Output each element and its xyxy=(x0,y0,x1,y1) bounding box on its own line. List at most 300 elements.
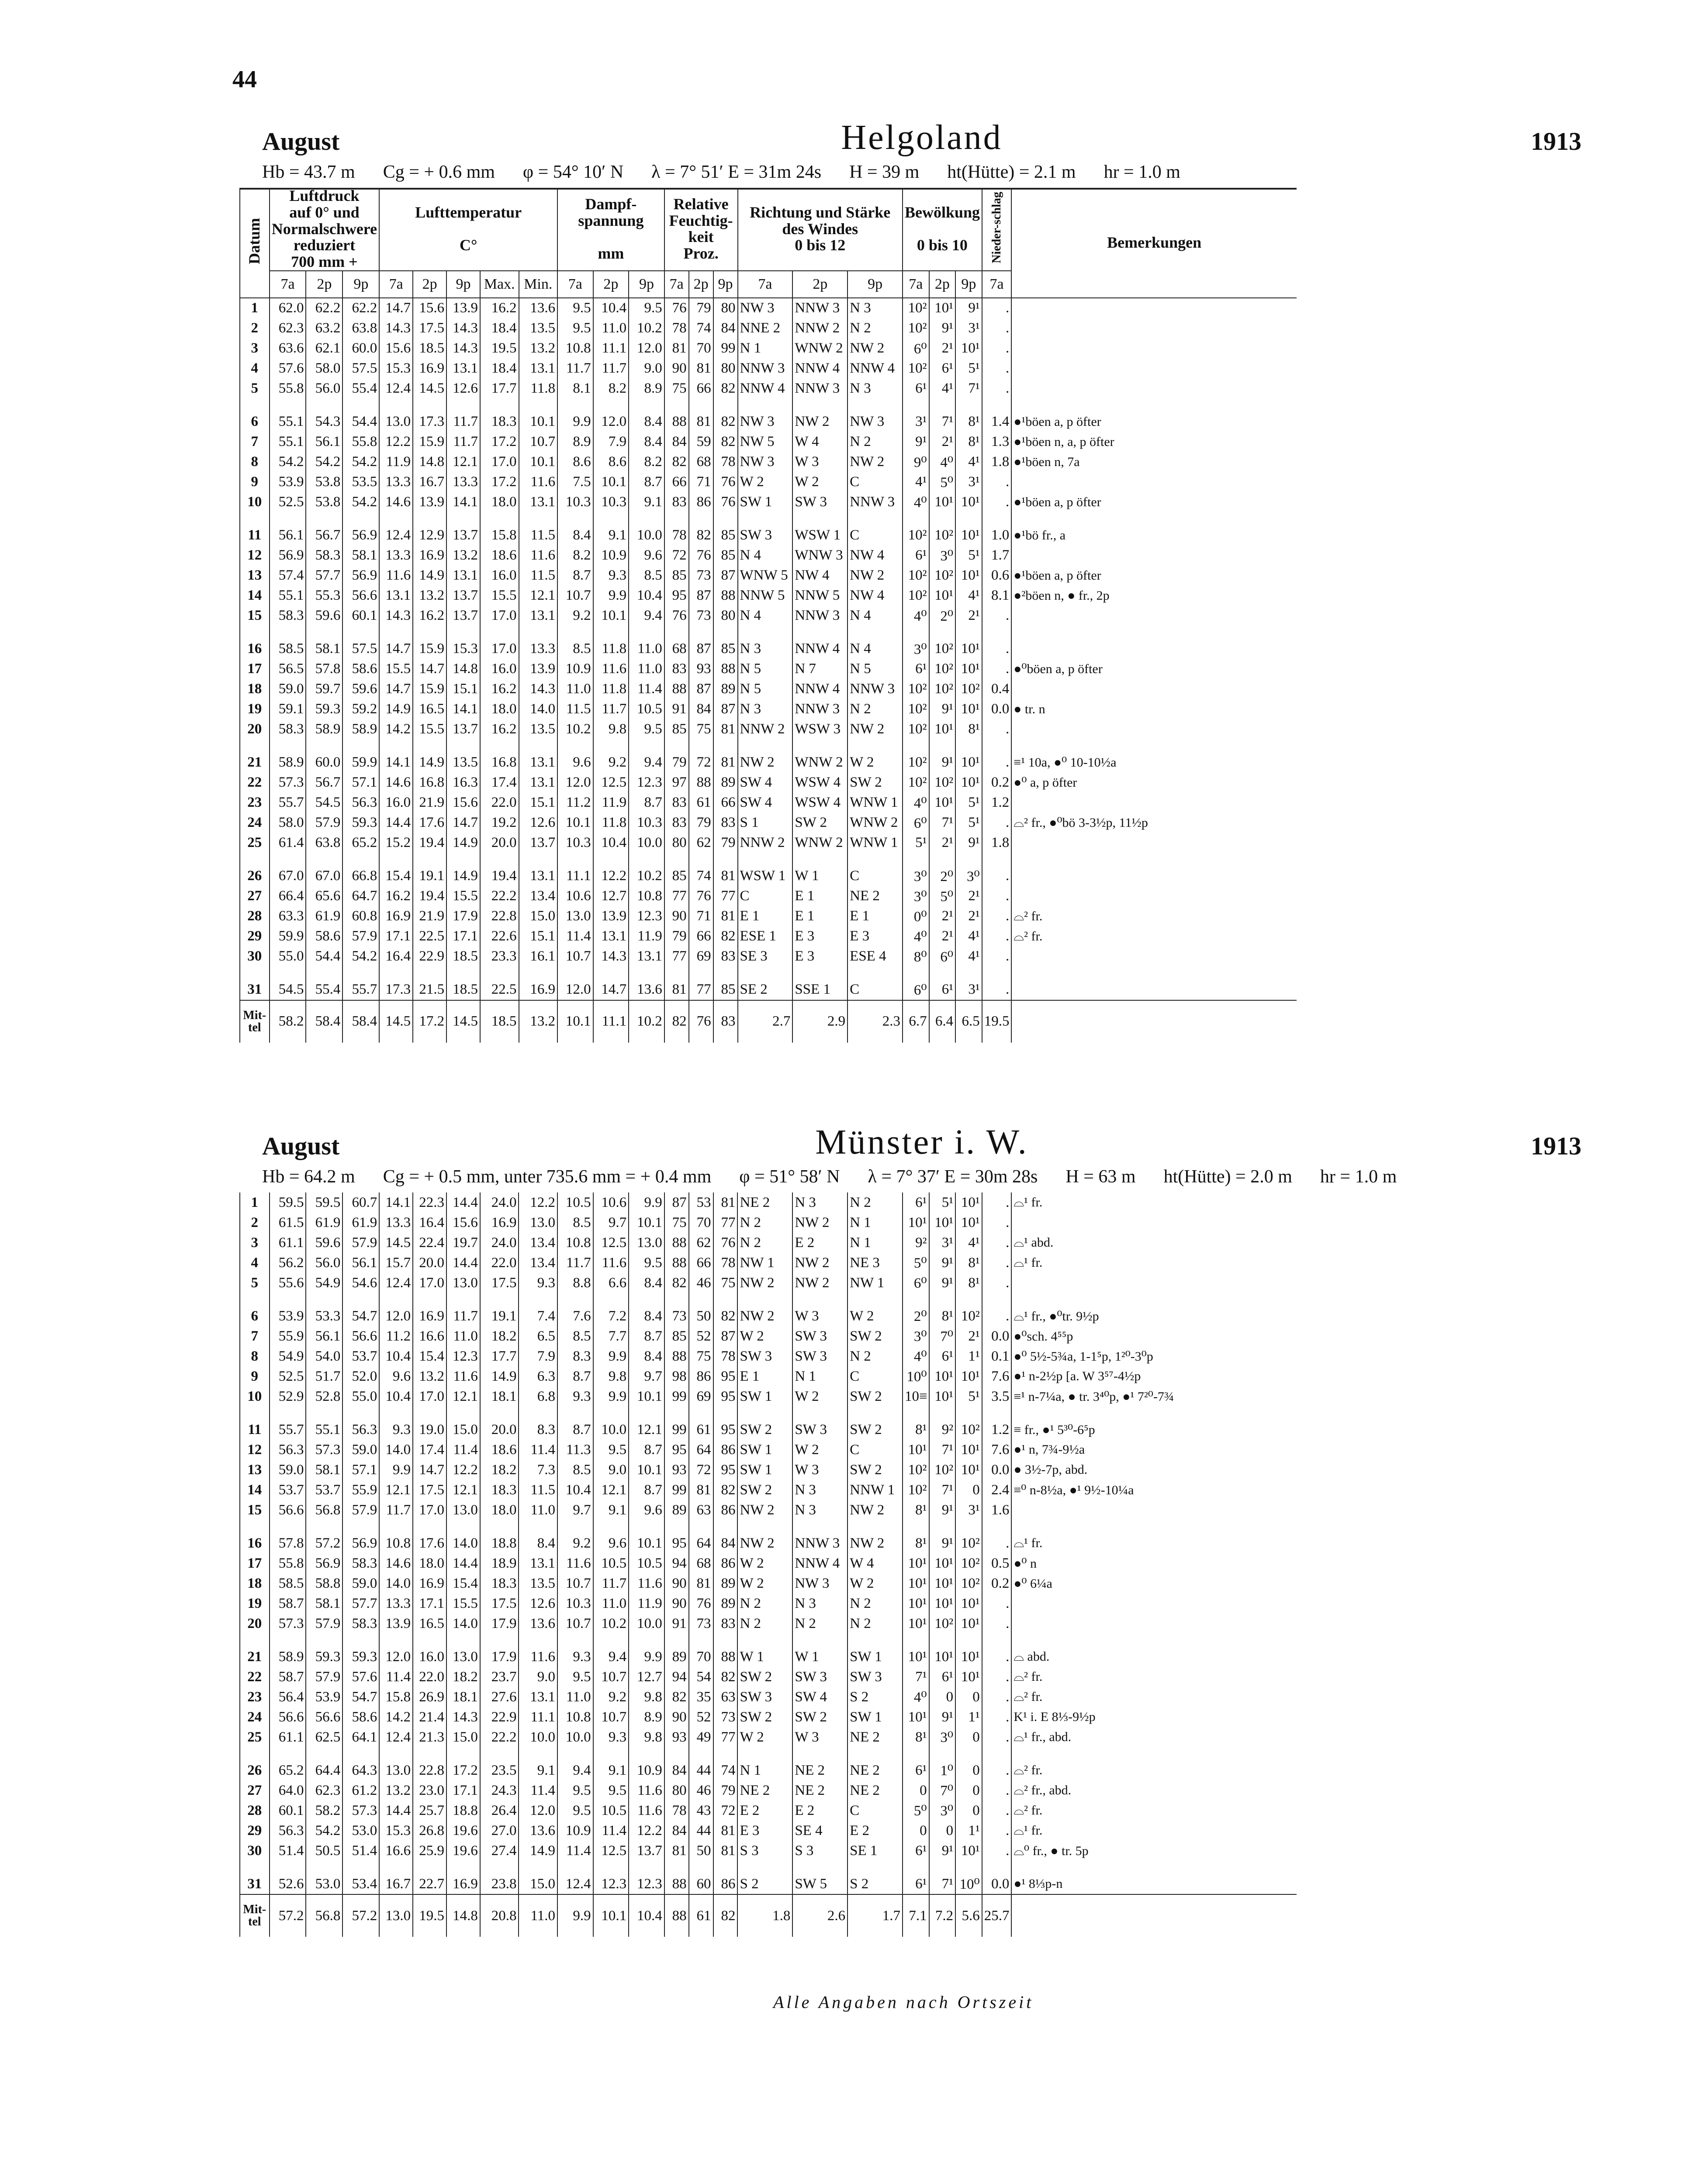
vapour-cell: 10.0 xyxy=(629,525,664,546)
cloud-cell: 9² xyxy=(929,1420,956,1440)
day-cell: 31 xyxy=(240,980,270,1000)
remark-cell: ⌓² fr., ●⁰bö 3-3½p, 11½p xyxy=(1011,813,1297,833)
temperature-cell: 13.2 xyxy=(379,1780,413,1800)
gap-cell xyxy=(306,1747,342,1760)
vapour-cell: 9.5 xyxy=(557,318,593,339)
humidity-cell: 63 xyxy=(689,1500,713,1520)
temperature-cell: 17.9 xyxy=(480,1614,519,1634)
humidity-cell: 62 xyxy=(689,833,713,853)
temperature-cell: 17.7 xyxy=(480,1346,519,1366)
precip-cell: . xyxy=(982,1253,1012,1273)
gap-cell xyxy=(929,740,956,753)
vapour-cell: 8.4 xyxy=(629,432,664,452)
vapour-cell: 11.0 xyxy=(557,1687,593,1707)
gap-cell xyxy=(738,853,793,866)
station-constant: λ = 7° 51′ E = 31m 24s xyxy=(651,162,822,182)
humidity-cell: 43 xyxy=(689,1800,713,1821)
header-sub: 7a xyxy=(903,271,929,298)
cloud-cell: 10² xyxy=(929,679,956,699)
gap-cell xyxy=(306,512,342,525)
vapour-cell: 9.6 xyxy=(629,1500,664,1520)
vapour-cell: 10.7 xyxy=(557,1614,593,1634)
humidity-cell: 79 xyxy=(664,926,689,947)
temperature-cell: 16.1 xyxy=(519,947,558,967)
humidity-cell: 73 xyxy=(713,1707,738,1727)
temperature-cell: 16.2 xyxy=(480,719,519,740)
temperature-cell: 13.0 xyxy=(446,1500,480,1520)
gap-cell xyxy=(664,1293,689,1306)
temperature-cell: 14.0 xyxy=(519,699,558,719)
cloud-cell: 3⁰ xyxy=(903,639,929,659)
wind-cell: NNW 5 xyxy=(792,586,848,606)
table-row xyxy=(240,886,1297,906)
vapour-cell: 10.9 xyxy=(557,659,593,679)
pressure-cell: 55.3 xyxy=(306,586,342,606)
temperature-cell: 8.3 xyxy=(519,1420,557,1440)
humidity-cell: 82 xyxy=(713,1480,738,1500)
cloud-cell: 10¹ xyxy=(903,1647,929,1667)
temperature-cell: 14.9 xyxy=(413,566,446,586)
vapour-cell: 12.3 xyxy=(629,773,664,793)
day-cell: 7 xyxy=(240,432,270,452)
pressure-cell: 64.7 xyxy=(342,886,379,906)
day-cell: 3 xyxy=(240,1233,270,1253)
gap-cell xyxy=(306,853,342,866)
cloud-cell: 5¹ xyxy=(955,813,982,833)
gap-cell xyxy=(379,1861,413,1874)
cloud-cell: 10² xyxy=(929,566,956,586)
remark-cell: ●¹ n, 7¾-9½a xyxy=(1011,1440,1297,1460)
cloud-cell: 5¹ xyxy=(955,546,982,566)
gap-cell xyxy=(379,1406,413,1420)
temperature-cell: 19.4 xyxy=(480,866,519,886)
humidity-cell: 46 xyxy=(689,1273,713,1293)
cloud-cell: 6¹ xyxy=(903,1760,929,1780)
remark-cell xyxy=(1011,1000,1297,1043)
gap-cell xyxy=(240,1747,270,1760)
temperature-cell: 11.4 xyxy=(519,1780,557,1800)
temperature-cell: 11.4 xyxy=(519,1440,557,1460)
cloud-cell: 2¹ xyxy=(929,926,956,947)
day-cell: 28 xyxy=(240,1800,270,1821)
temperature-cell: 13.9 xyxy=(379,1614,413,1634)
humidity-cell: 64 xyxy=(689,1440,713,1460)
humidity-cell: 83 xyxy=(713,813,738,833)
vapour-cell: 11.1 xyxy=(557,866,593,886)
pressure-cell: 56.7 xyxy=(306,773,342,793)
humidity-cell: 83 xyxy=(664,659,689,679)
header-bewoelkung: Bewölkung 0 bis 10 xyxy=(903,188,982,271)
humidity-cell: 74 xyxy=(689,318,713,339)
wind-cell: NW 2 xyxy=(737,1533,792,1553)
vapour-cell: 11.8 xyxy=(593,679,629,699)
temperature-cell: 17.0 xyxy=(480,452,519,472)
cloud-cell: 10¹ xyxy=(955,1841,982,1861)
precip-cell: . xyxy=(982,359,1012,379)
remark-cell xyxy=(1011,606,1297,626)
gap-cell xyxy=(848,1634,903,1647)
pressure-cell: 55.8 xyxy=(270,379,306,399)
cloud-cell: 10² xyxy=(903,699,929,719)
pressure-cell: 54.9 xyxy=(306,1273,342,1293)
humidity-cell: 77 xyxy=(713,1727,738,1747)
temperature-cell: 17.2 xyxy=(480,472,519,492)
wind-cell: NW 2 xyxy=(792,412,848,432)
pressure-cell: 56.8 xyxy=(306,1894,342,1937)
wind-cell: WSW 1 xyxy=(738,866,793,886)
humidity-cell: 72 xyxy=(664,546,689,566)
table-row xyxy=(240,359,1297,379)
header-sub: 7a xyxy=(738,271,793,298)
humidity-cell: 84 xyxy=(689,699,713,719)
gap-cell xyxy=(955,1293,982,1306)
temperature-cell: 14.1 xyxy=(446,492,480,512)
station-constant: ht(Hütte) = 2.1 m xyxy=(947,162,1076,182)
humidity-cell: 77 xyxy=(713,1213,738,1233)
temperature-cell: 12.0 xyxy=(379,1647,413,1667)
gap-cell xyxy=(792,967,848,980)
humidity-cell: 83 xyxy=(713,1000,738,1043)
cloud-cell: 5⁰ xyxy=(929,472,956,492)
table-row xyxy=(240,659,1297,679)
wind-cell: WNW 1 xyxy=(848,833,903,853)
gap-cell xyxy=(929,1861,956,1874)
table-row xyxy=(240,546,1297,566)
cloud-cell: 10¹ xyxy=(903,1440,929,1460)
humidity-cell: 78 xyxy=(713,1253,738,1273)
remark-cell xyxy=(1011,298,1297,318)
table-row xyxy=(240,1306,1297,1326)
humidity-cell: 81 xyxy=(689,359,713,379)
temperature-cell: 20.0 xyxy=(413,1253,446,1273)
remark-cell: ⌓² fr., abd. xyxy=(1011,1780,1297,1800)
cloud-cell: 10² xyxy=(955,1553,982,1573)
temperature-cell: 18.0 xyxy=(480,699,519,719)
wind-cell: N 2 xyxy=(737,1593,792,1614)
station-name: Helgoland xyxy=(841,118,1003,157)
cloud-cell: 9¹ xyxy=(929,318,956,339)
wind-cell: SW 2 xyxy=(848,1420,903,1440)
temperature-cell: 7.3 xyxy=(519,1460,557,1480)
pressure-cell: 51.4 xyxy=(270,1841,306,1861)
humidity-cell: 86 xyxy=(713,1500,738,1520)
day-cell: 28 xyxy=(240,906,270,926)
cloud-cell: 10¹ xyxy=(955,1366,982,1386)
gap-cell xyxy=(982,853,1012,866)
pressure-cell: 56.3 xyxy=(342,793,379,813)
humidity-cell: 76 xyxy=(713,472,738,492)
temperature-cell: 13.5 xyxy=(519,1573,557,1593)
temperature-cell: 16.0 xyxy=(379,793,413,813)
pressure-cell: 59.2 xyxy=(342,699,379,719)
remark-cell: ●⁰ n xyxy=(1011,1553,1297,1573)
gap-cell xyxy=(792,853,848,866)
vapour-cell: 10.7 xyxy=(593,1707,629,1727)
cloud-cell: 5⁰ xyxy=(903,1253,929,1273)
cloud-cell: 6¹ xyxy=(903,1192,929,1213)
remark-cell: ⌓¹ fr., abd. xyxy=(1011,1727,1297,1747)
pressure-cell: 56.1 xyxy=(306,432,342,452)
humidity-cell: 94 xyxy=(664,1553,689,1573)
pressure-cell: 57.6 xyxy=(270,359,306,379)
cloud-cell: 0 xyxy=(955,1800,982,1821)
gap-cell xyxy=(848,1747,903,1760)
vapour-cell: 11.7 xyxy=(593,1573,629,1593)
temperature-cell: 17.2 xyxy=(446,1760,480,1780)
vapour-cell: 10.3 xyxy=(557,492,593,512)
vapour-cell: 10.1 xyxy=(557,813,593,833)
remark-cell: ●⁰ 5½-5¾a, 1-1⁵p, 1²⁰-3⁰p xyxy=(1011,1346,1297,1366)
humidity-cell: 81 xyxy=(713,1841,738,1861)
cloud-cell: 10¹ xyxy=(929,1366,956,1386)
temperature-cell: 18.5 xyxy=(446,947,480,967)
cloud-cell: 7⁰ xyxy=(929,1780,956,1800)
cloud-cell: 3⁰ xyxy=(903,886,929,906)
gap-cell xyxy=(270,967,306,980)
day-cell: 23 xyxy=(240,1687,270,1707)
cloud-cell: 2¹ xyxy=(929,906,956,926)
wind-cell: SW 2 xyxy=(848,1460,903,1480)
temperature-cell: 17.0 xyxy=(413,1273,446,1293)
gap-cell xyxy=(713,1520,738,1533)
gap-cell xyxy=(270,1406,306,1420)
gap-cell xyxy=(413,626,446,639)
gap-cell xyxy=(557,626,593,639)
wind-cell: SW 1 xyxy=(737,1460,792,1480)
humidity-cell: 86 xyxy=(689,492,713,512)
vapour-cell: 10.2 xyxy=(629,1000,664,1043)
pressure-cell: 59.3 xyxy=(342,813,379,833)
vapour-cell: 10.9 xyxy=(593,546,629,566)
gap-cell xyxy=(903,1861,929,1874)
humidity-cell: 90 xyxy=(664,1707,689,1727)
precip-cell: 19.5 xyxy=(982,1000,1012,1043)
gap-cell xyxy=(413,853,446,866)
temperature-cell: 11.6 xyxy=(519,472,558,492)
wind-cell: S 2 xyxy=(737,1874,792,1894)
cloud-cell: 10¹ xyxy=(903,1593,929,1614)
gap-cell xyxy=(1011,740,1297,753)
vapour-cell: 10.4 xyxy=(593,833,629,853)
remark-cell xyxy=(1011,379,1297,399)
day-cell: 24 xyxy=(240,1707,270,1727)
gap-cell xyxy=(270,1520,306,1533)
pressure-cell: 58.9 xyxy=(270,753,306,773)
gap-cell xyxy=(848,1861,903,1874)
wind-cell: N 3 xyxy=(738,699,793,719)
gap-cell xyxy=(664,399,689,412)
wind-cell: N 2 xyxy=(848,1192,903,1213)
cloud-cell: 7¹ xyxy=(903,1667,929,1687)
pressure-cell: 56.6 xyxy=(306,1707,342,1727)
wind-cell: SW 3 xyxy=(737,1687,792,1707)
wind-cell: NE 2 xyxy=(737,1780,792,1800)
cloud-cell: 9¹ xyxy=(955,298,982,318)
wind-cell: NW 2 xyxy=(848,452,903,472)
mean-row xyxy=(240,1000,1297,1043)
pressure-cell: 66.8 xyxy=(342,866,379,886)
wind-cell: N 2 xyxy=(848,1614,903,1634)
pressure-cell: 57.7 xyxy=(342,1593,379,1614)
vapour-cell: 11.9 xyxy=(593,793,629,813)
temperature-cell: 24.3 xyxy=(480,1780,519,1800)
pressure-cell: 55.0 xyxy=(342,1386,379,1406)
humidity-cell: 85 xyxy=(713,525,738,546)
cloud-cell: 10² xyxy=(903,359,929,379)
gap-cell xyxy=(713,1747,738,1760)
temperature-cell: 22.8 xyxy=(413,1760,446,1780)
humidity-cell: 88 xyxy=(664,1233,689,1253)
vapour-cell: 8.5 xyxy=(557,639,593,659)
table-row xyxy=(240,1821,1297,1841)
temperature-cell: 27.6 xyxy=(480,1687,519,1707)
temperature-cell: 11.6 xyxy=(379,566,413,586)
pressure-cell: 60.7 xyxy=(342,1192,379,1213)
temperature-cell: 17.5 xyxy=(413,1480,446,1500)
temperature-cell: 21.9 xyxy=(413,793,446,813)
vapour-cell: 11.7 xyxy=(593,359,629,379)
temperature-cell: 22.0 xyxy=(480,1253,519,1273)
temperature-cell: 15.1 xyxy=(519,926,558,947)
pressure-cell: 56.5 xyxy=(270,659,306,679)
pressure-cell: 55.4 xyxy=(342,379,379,399)
gap-cell xyxy=(955,1634,982,1647)
wind-cell: NW 2 xyxy=(792,1273,848,1293)
humidity-cell: 63 xyxy=(713,1687,738,1707)
remark-cell: ⌓¹ fr. xyxy=(1011,1253,1297,1273)
gap-cell xyxy=(557,399,593,412)
precip-cell: . xyxy=(982,926,1012,947)
temperature-cell: 16.4 xyxy=(413,1213,446,1233)
table-row xyxy=(240,566,1297,586)
wind-cell: NW 2 xyxy=(792,1213,848,1233)
temperature-cell: 12.6 xyxy=(446,379,480,399)
gap-cell xyxy=(519,967,558,980)
temperature-cell: 14.8 xyxy=(446,659,480,679)
day-cell: 29 xyxy=(240,926,270,947)
temperature-cell: 17.4 xyxy=(480,773,519,793)
wind-cell: E 1 xyxy=(848,906,903,926)
humidity-cell: 88 xyxy=(713,586,738,606)
gap-cell xyxy=(557,1293,593,1306)
table-row xyxy=(240,472,1297,492)
vapour-cell: 10.2 xyxy=(557,719,593,740)
remark-cell: K¹ i. E 8⅓-9½p xyxy=(1011,1707,1297,1727)
gap-cell xyxy=(664,1520,689,1533)
temperature-cell: 18.4 xyxy=(480,318,519,339)
temperature-cell: 11.8 xyxy=(519,379,558,399)
temperature-cell: 13.0 xyxy=(379,1760,413,1780)
day-cell: 14 xyxy=(240,586,270,606)
cloud-cell: 10² xyxy=(955,1306,982,1326)
humidity-cell: 83 xyxy=(664,813,689,833)
humidity-cell: 44 xyxy=(689,1760,713,1780)
vapour-cell: 8.5 xyxy=(557,1326,593,1346)
vapour-cell: 8.2 xyxy=(629,452,664,472)
gap-cell xyxy=(379,1747,413,1760)
footer-note: Alle Angaben nach Ortszeit xyxy=(773,1992,1034,2012)
wind-cell: NNW 3 xyxy=(848,679,903,699)
humidity-cell: 88 xyxy=(689,773,713,793)
temperature-cell: 16.6 xyxy=(413,1326,446,1346)
cloud-cell: 0 xyxy=(955,1760,982,1780)
wind-cell: NW 2 xyxy=(848,566,903,586)
gap-cell xyxy=(664,853,689,866)
gap-cell xyxy=(1011,1861,1297,1874)
pressure-cell: 63.3 xyxy=(270,906,306,926)
humidity-cell: 66 xyxy=(713,793,738,813)
cloud-cell: 2¹ xyxy=(929,339,956,359)
temperature-cell: 11.5 xyxy=(519,1480,557,1500)
gap-cell xyxy=(848,1293,903,1306)
pressure-cell: 54.2 xyxy=(342,947,379,967)
gap-cell xyxy=(379,740,413,753)
pressure-cell: 54.2 xyxy=(306,452,342,472)
remark-cell: ●¹böen a, p öfter xyxy=(1011,566,1297,586)
temperature-cell: 10.8 xyxy=(379,1533,413,1553)
cloud-cell: 0 xyxy=(903,1821,929,1841)
humidity-cell: 75 xyxy=(689,1346,713,1366)
cloud-cell: 10¹ xyxy=(955,1192,982,1213)
cloud-cell: 10² xyxy=(903,1480,929,1500)
cloud-cell: 6¹ xyxy=(903,379,929,399)
temperature-cell: 9.9 xyxy=(379,1460,413,1480)
table-row xyxy=(240,753,1297,773)
temperature-cell: 15.7 xyxy=(379,1253,413,1273)
temperature-cell: 7.4 xyxy=(519,1306,557,1326)
precip-cell: . xyxy=(982,1800,1012,1821)
gap-cell xyxy=(379,1293,413,1306)
precip-cell: . xyxy=(982,472,1012,492)
pressure-cell: 53.9 xyxy=(306,1687,342,1707)
gap-cell xyxy=(270,1293,306,1306)
gap-cell xyxy=(689,1406,713,1420)
header-niederschlag-label: Nieder-schlag xyxy=(989,191,1003,263)
gap-cell xyxy=(593,1293,629,1306)
day-cell: 16 xyxy=(240,639,270,659)
header-luftdruck: Luftdruck auf 0° und Normalschwere reduziert 700 mm + xyxy=(270,188,380,271)
wind-cell: NNW 1 xyxy=(848,1480,903,1500)
day-cell: 29 xyxy=(240,1821,270,1841)
pressure-cell: 55.1 xyxy=(270,586,306,606)
pressure-cell: 62.3 xyxy=(270,318,306,339)
pressure-cell: 53.3 xyxy=(306,1306,342,1326)
gap-cell xyxy=(955,740,982,753)
wind-cell: E 1 xyxy=(738,906,793,926)
temperature-cell: 10.4 xyxy=(379,1346,413,1366)
gap-cell xyxy=(342,967,379,980)
wind-cell: N 2 xyxy=(848,432,903,452)
wind-cell: SW 2 xyxy=(737,1420,792,1440)
humidity-cell: 53 xyxy=(689,1192,713,1213)
vapour-cell: 11.7 xyxy=(557,1253,593,1273)
header-sub: 9p xyxy=(955,271,982,298)
vapour-cell: 10.7 xyxy=(557,1573,593,1593)
temperature-cell: 17.5 xyxy=(480,1593,519,1614)
temperature-cell: 14.7 xyxy=(379,679,413,699)
vapour-cell: 12.0 xyxy=(629,339,664,359)
pressure-cell: 67.0 xyxy=(306,866,342,886)
humidity-cell: 93 xyxy=(664,1460,689,1480)
wind-cell: N 2 xyxy=(848,318,903,339)
pressure-cell: 57.3 xyxy=(306,1440,342,1460)
day-cell: 21 xyxy=(240,1647,270,1667)
humidity-cell: 70 xyxy=(689,339,713,359)
wind-cell: NNW 3 xyxy=(792,699,848,719)
cloud-cell: 7⁰ xyxy=(929,1326,956,1346)
gap-cell xyxy=(519,626,558,639)
humidity-cell: 97 xyxy=(664,773,689,793)
